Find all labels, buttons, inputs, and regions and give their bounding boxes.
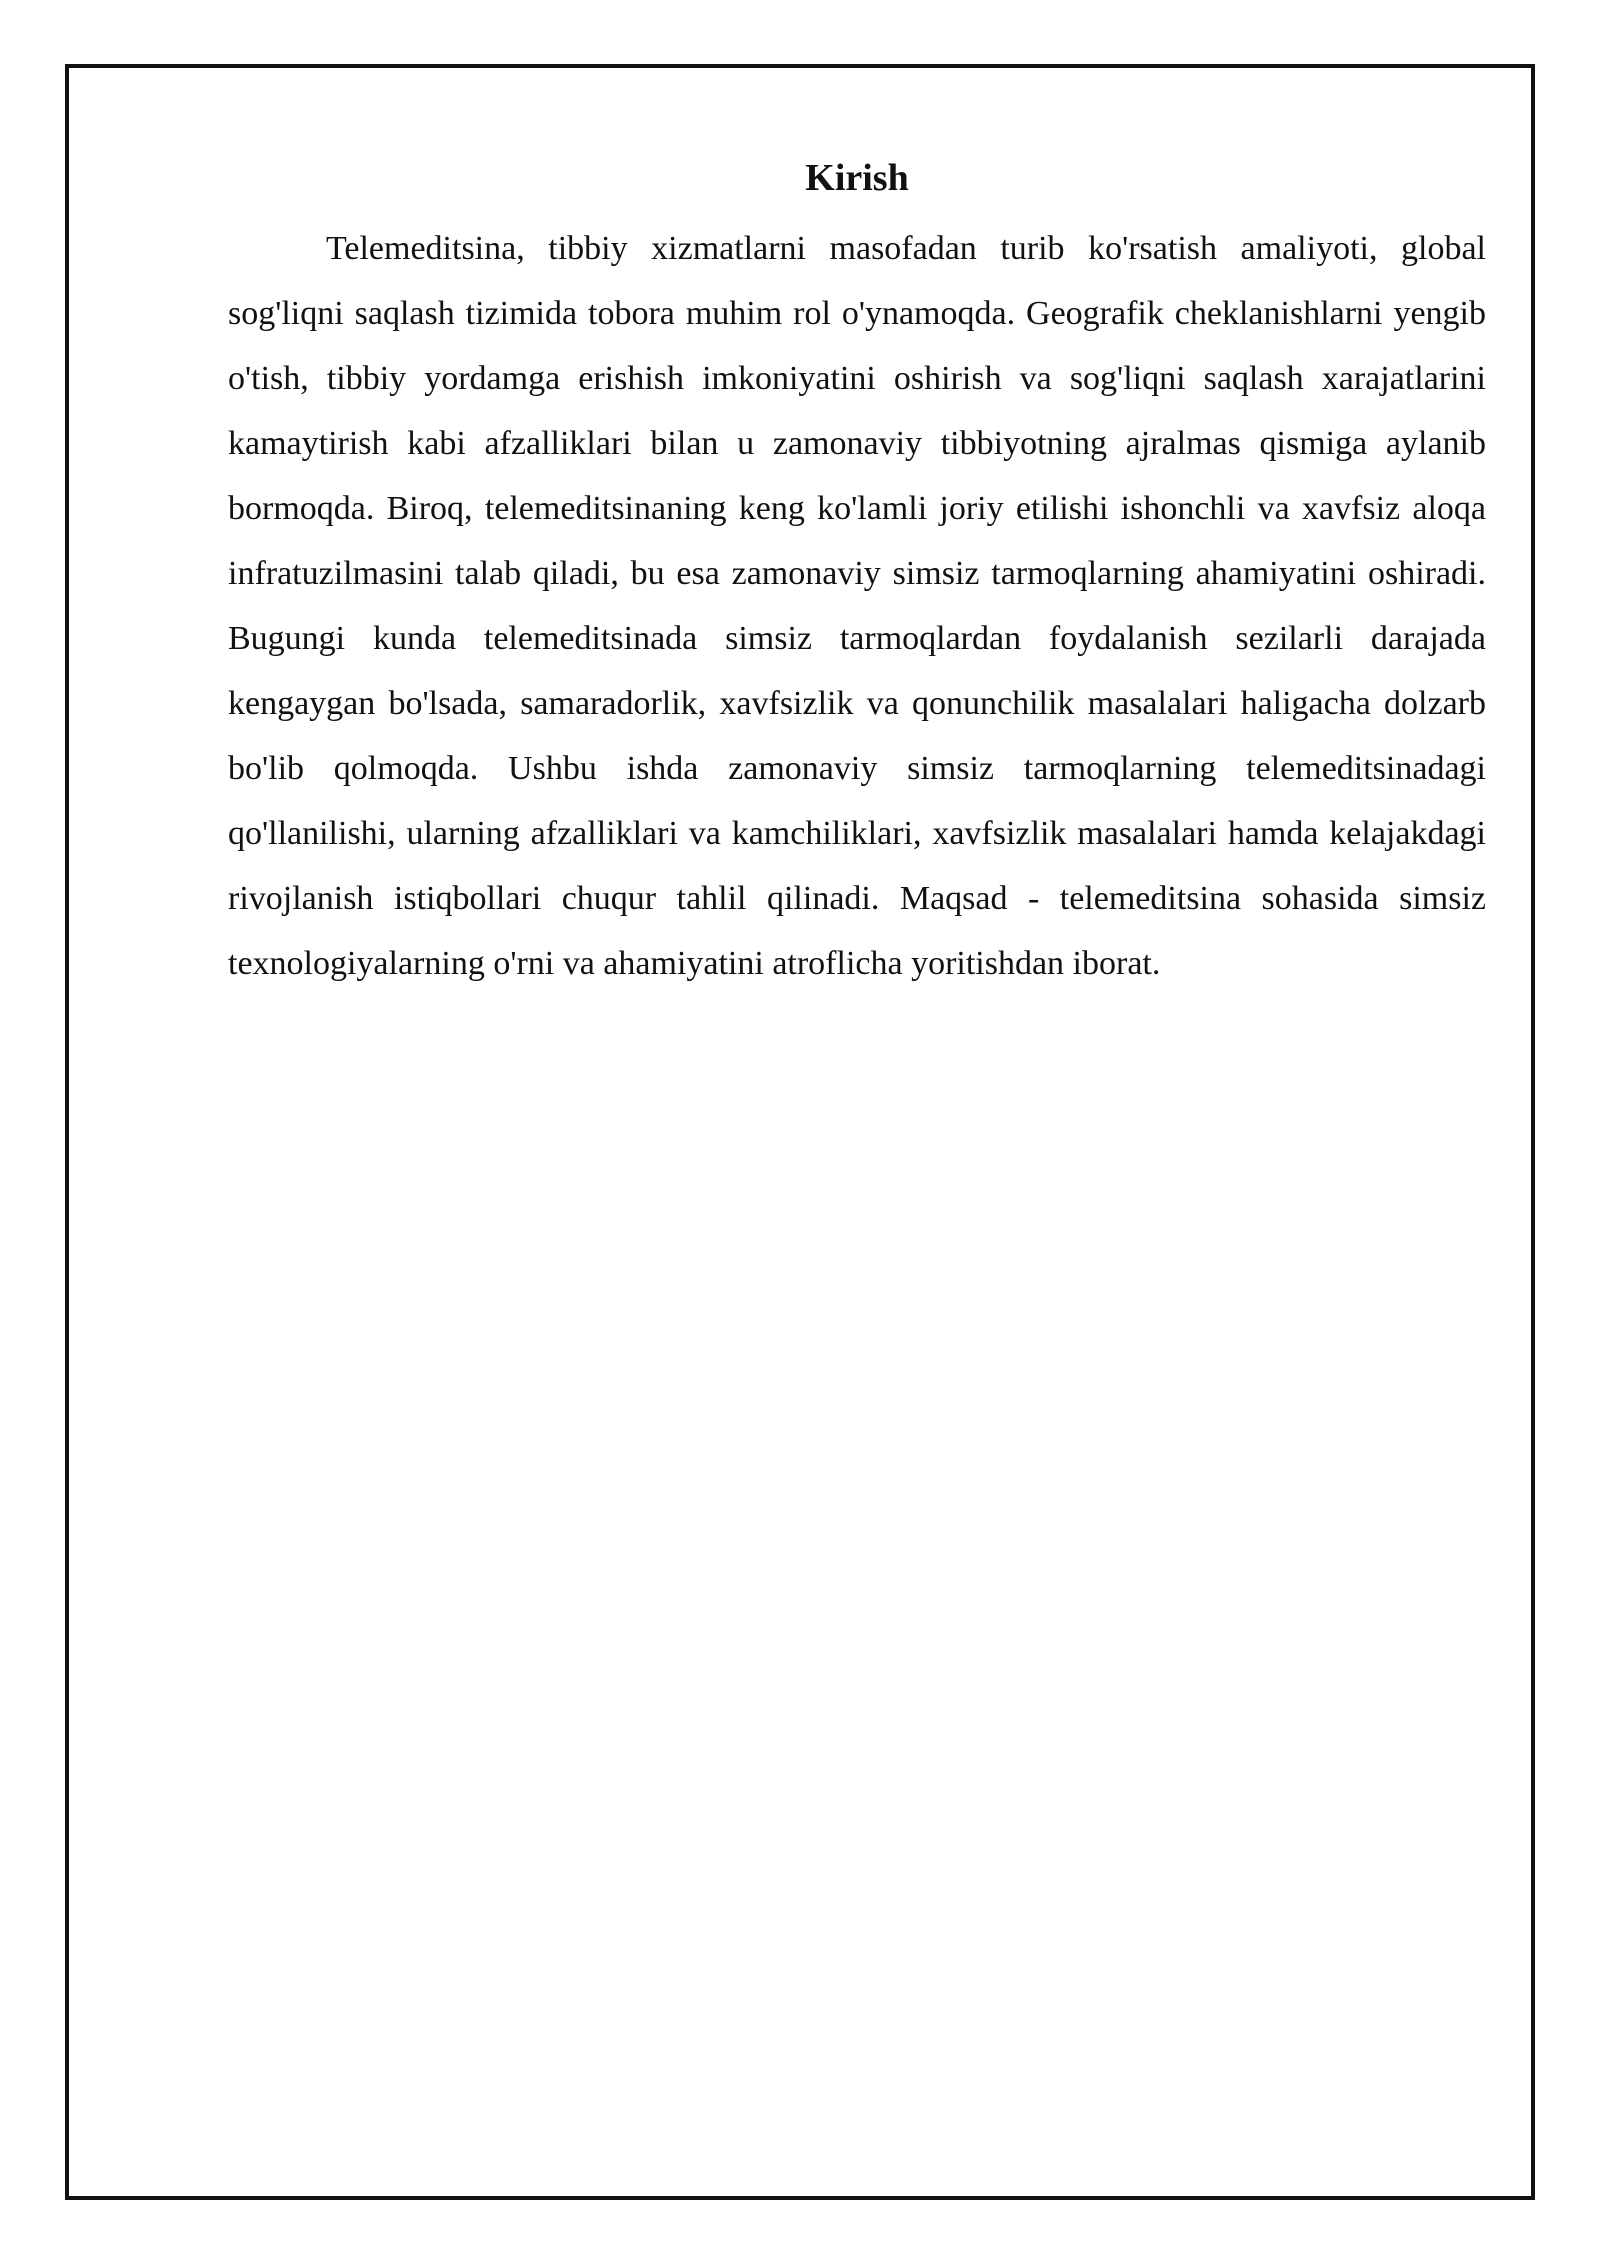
section-title: Kirish	[805, 157, 909, 199]
intro-paragraph: Telemeditsina, tibbiy xizmatlarni masofadan turib ko'rsatish amaliyoti, global sog'liqni saqlash tizimida tobora muhim rol o'ynamoqda. Geografik cheklanishlarni yengib o'tish, tibbiy yordamga erishish imkoniyatini oshirish va sog'liqni saqlash xarajatlarini kamaytirish kabi afzalliklari bilan u zamonaviy tibbiyotning ajralmas qismiga aylanib bormoqda. Biroq, telemeditsinaning keng ko'lamli joriy etilishi ishonchli va xavfsiz aloqa infratuzilmasini talab qiladi, bu esa zamonaviy simsiz tarmoqlarning ahamiyatini oshiradi. Bugungi kunda telemeditsinada simsiz tarmoqlardan foydalanish sezilarli darajada kengaygan bo'lsada, samaradorlik, xavfsizlik va qonunchilik masalalari haligacha dolzarb bo'lib qolmoqda. Ushbu ishda zamonaviy simsiz tarmoqlarning telemeditsinadagi qo'llanilishi, ularning afzalliklari va kamchiliklari, xavfsizlik masalalari hamda kelajakdagi rivojlanish istiqbollari chuqur tahlil qilinadi. Maqsad - telemeditsina sohasida simsiz texnologiyalarning o'rni va ahamiyatini atroflicha yoritishdan iborat.	[228, 230, 1486, 982]
document-body	[228, 150, 1486, 996]
